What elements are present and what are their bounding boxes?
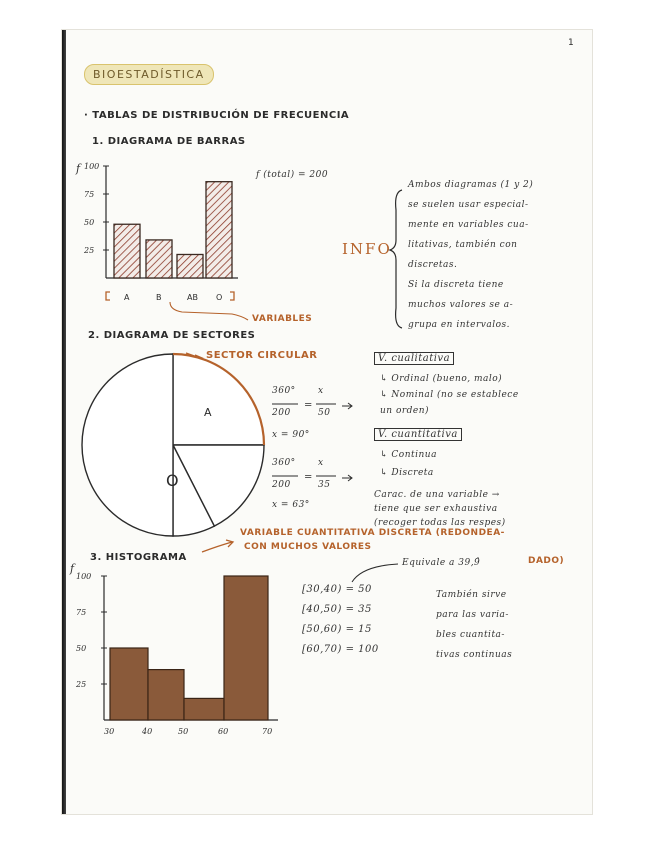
cualitativa-item-1: ↳ Nominal (no se establece: [380, 390, 519, 400]
calc2-right-num: x: [318, 458, 324, 468]
histogram-side-line-0: También sirve: [436, 590, 507, 600]
histogram-heading: 3. HISTOGRAMA: [90, 552, 187, 563]
calc2-left-den: 200: [272, 480, 291, 490]
info-line-4: discretas.: [408, 260, 458, 270]
interval-item-2: [50,60) = 15: [302, 624, 372, 635]
info-line-6: muchos valores se a-: [408, 300, 514, 310]
bar-total-label: f (total) = 200: [256, 170, 329, 180]
cuantitativa-item-1: ↳ Discreta: [380, 468, 434, 478]
bar-y-label: f: [76, 162, 81, 175]
bar-chart-heading: 1. DIAGRAMA DE BARRAS: [92, 136, 246, 147]
histogram-annotation-2: CON MUCHOS VALORES: [244, 542, 372, 552]
hist-x-tick-label-4: 70: [262, 727, 273, 736]
interval-item-3: [60,70) = 100: [302, 644, 379, 655]
interval-item-1: [40,50) = 35: [302, 604, 372, 615]
bar-x-label-2: AB: [187, 293, 198, 302]
calc2-result: x = 63°: [272, 500, 310, 510]
histogram-annotation-1: VARIABLE CUANTITATIVA DISCRETA (REDONDEA-: [240, 528, 505, 538]
histogram-side-line-3: tivas continuas: [436, 650, 513, 660]
hist-y-tick-label-2: 50: [76, 644, 87, 653]
cuantitativa-item-0: ↳ Continua: [380, 450, 437, 460]
info-line-2: mente en variables cua-: [408, 220, 529, 230]
page-number: 1: [568, 38, 575, 48]
page-title: BIOESTADÍSTICA: [84, 64, 214, 85]
hist-y-tick-label-3: 25: [76, 680, 87, 689]
cualitativa-item-0: ↳ Ordinal (bueno, malo): [380, 374, 503, 384]
pie-chart-heading: 2. DIAGRAMA DE SECTORES: [88, 330, 256, 341]
calc1-left-den: 200: [272, 408, 291, 418]
bar-y-tick-label-3: 25: [84, 246, 95, 255]
bar-x-label-0: A: [124, 293, 130, 302]
info-line-3: litativas, también con: [408, 240, 518, 250]
calc1-result: x = 90°: [272, 430, 310, 440]
equivale-arrow: [62, 30, 592, 814]
variables-label: VARIABLES: [252, 314, 313, 324]
cualitativa-item-2: un orden): [380, 406, 430, 416]
calc2-right-den: 35: [318, 480, 331, 490]
variable-note-line-1: tiene que ser exhaustiva: [374, 504, 498, 514]
sector-circular-label: SECTOR CIRCULAR: [206, 350, 318, 361]
info-line-0: Ambos diagramas (1 y 2): [408, 180, 534, 190]
bar-y-tick-label-1: 75: [84, 190, 95, 199]
calc1-left-num: 360°: [272, 386, 296, 396]
pie-label-A: A: [204, 406, 212, 419]
bar-y-tick-label-2: 50: [84, 218, 95, 227]
hist-x-tick-label-3: 60: [218, 727, 229, 736]
hist-y-tick-label-0: 100: [76, 572, 92, 581]
histogram-annotation-3: DADO): [528, 556, 565, 566]
section-heading: · TABLAS DE DISTRIBUCIÓN DE FRECUENCIA: [84, 110, 350, 121]
hist-x-tick-label-1: 40: [142, 727, 153, 736]
pie-label-O: O: [166, 471, 179, 490]
interval-item-0: [30,40) = 50: [302, 584, 372, 595]
bar-y-tick-label-0: 100: [84, 162, 100, 171]
hist-x-tick-label-0: 30: [104, 727, 115, 736]
hist-y-tick-label-1: 75: [76, 608, 87, 617]
hist-y-label: f: [70, 562, 75, 575]
histogram-side-line-1: para las varia-: [436, 610, 509, 620]
cuantitativa-title: V. cuantitativa: [374, 428, 462, 441]
notebook-page: [62, 30, 592, 814]
calc2-left-num: 360°: [272, 458, 296, 468]
info-line-1: se suelen usar especial-: [408, 200, 529, 210]
variable-note-line-2: (recoger todas las respes): [374, 518, 506, 528]
calc1-right-num: x: [318, 386, 324, 396]
info-label: INFO: [342, 240, 392, 258]
equivale-note: Equivale a 39,9̂: [402, 558, 481, 568]
cualitativa-title: V. cualitativa: [374, 352, 454, 365]
bar-x-label-3: O: [216, 293, 223, 302]
variable-note-line-0: Carac. de una variable →: [374, 490, 500, 500]
info-line-5: Si la discreta tiene: [408, 280, 504, 290]
info-line-7: grupa en intervalos.: [408, 320, 510, 330]
bar-x-label-1: B: [156, 293, 162, 302]
histogram-side-line-2: bles cuantita-: [436, 630, 505, 640]
calc1-right-den: 50: [318, 408, 331, 418]
hist-x-tick-label-2: 50: [178, 727, 189, 736]
svg-text:=: =: [304, 400, 313, 411]
svg-text:=: =: [304, 472, 313, 483]
